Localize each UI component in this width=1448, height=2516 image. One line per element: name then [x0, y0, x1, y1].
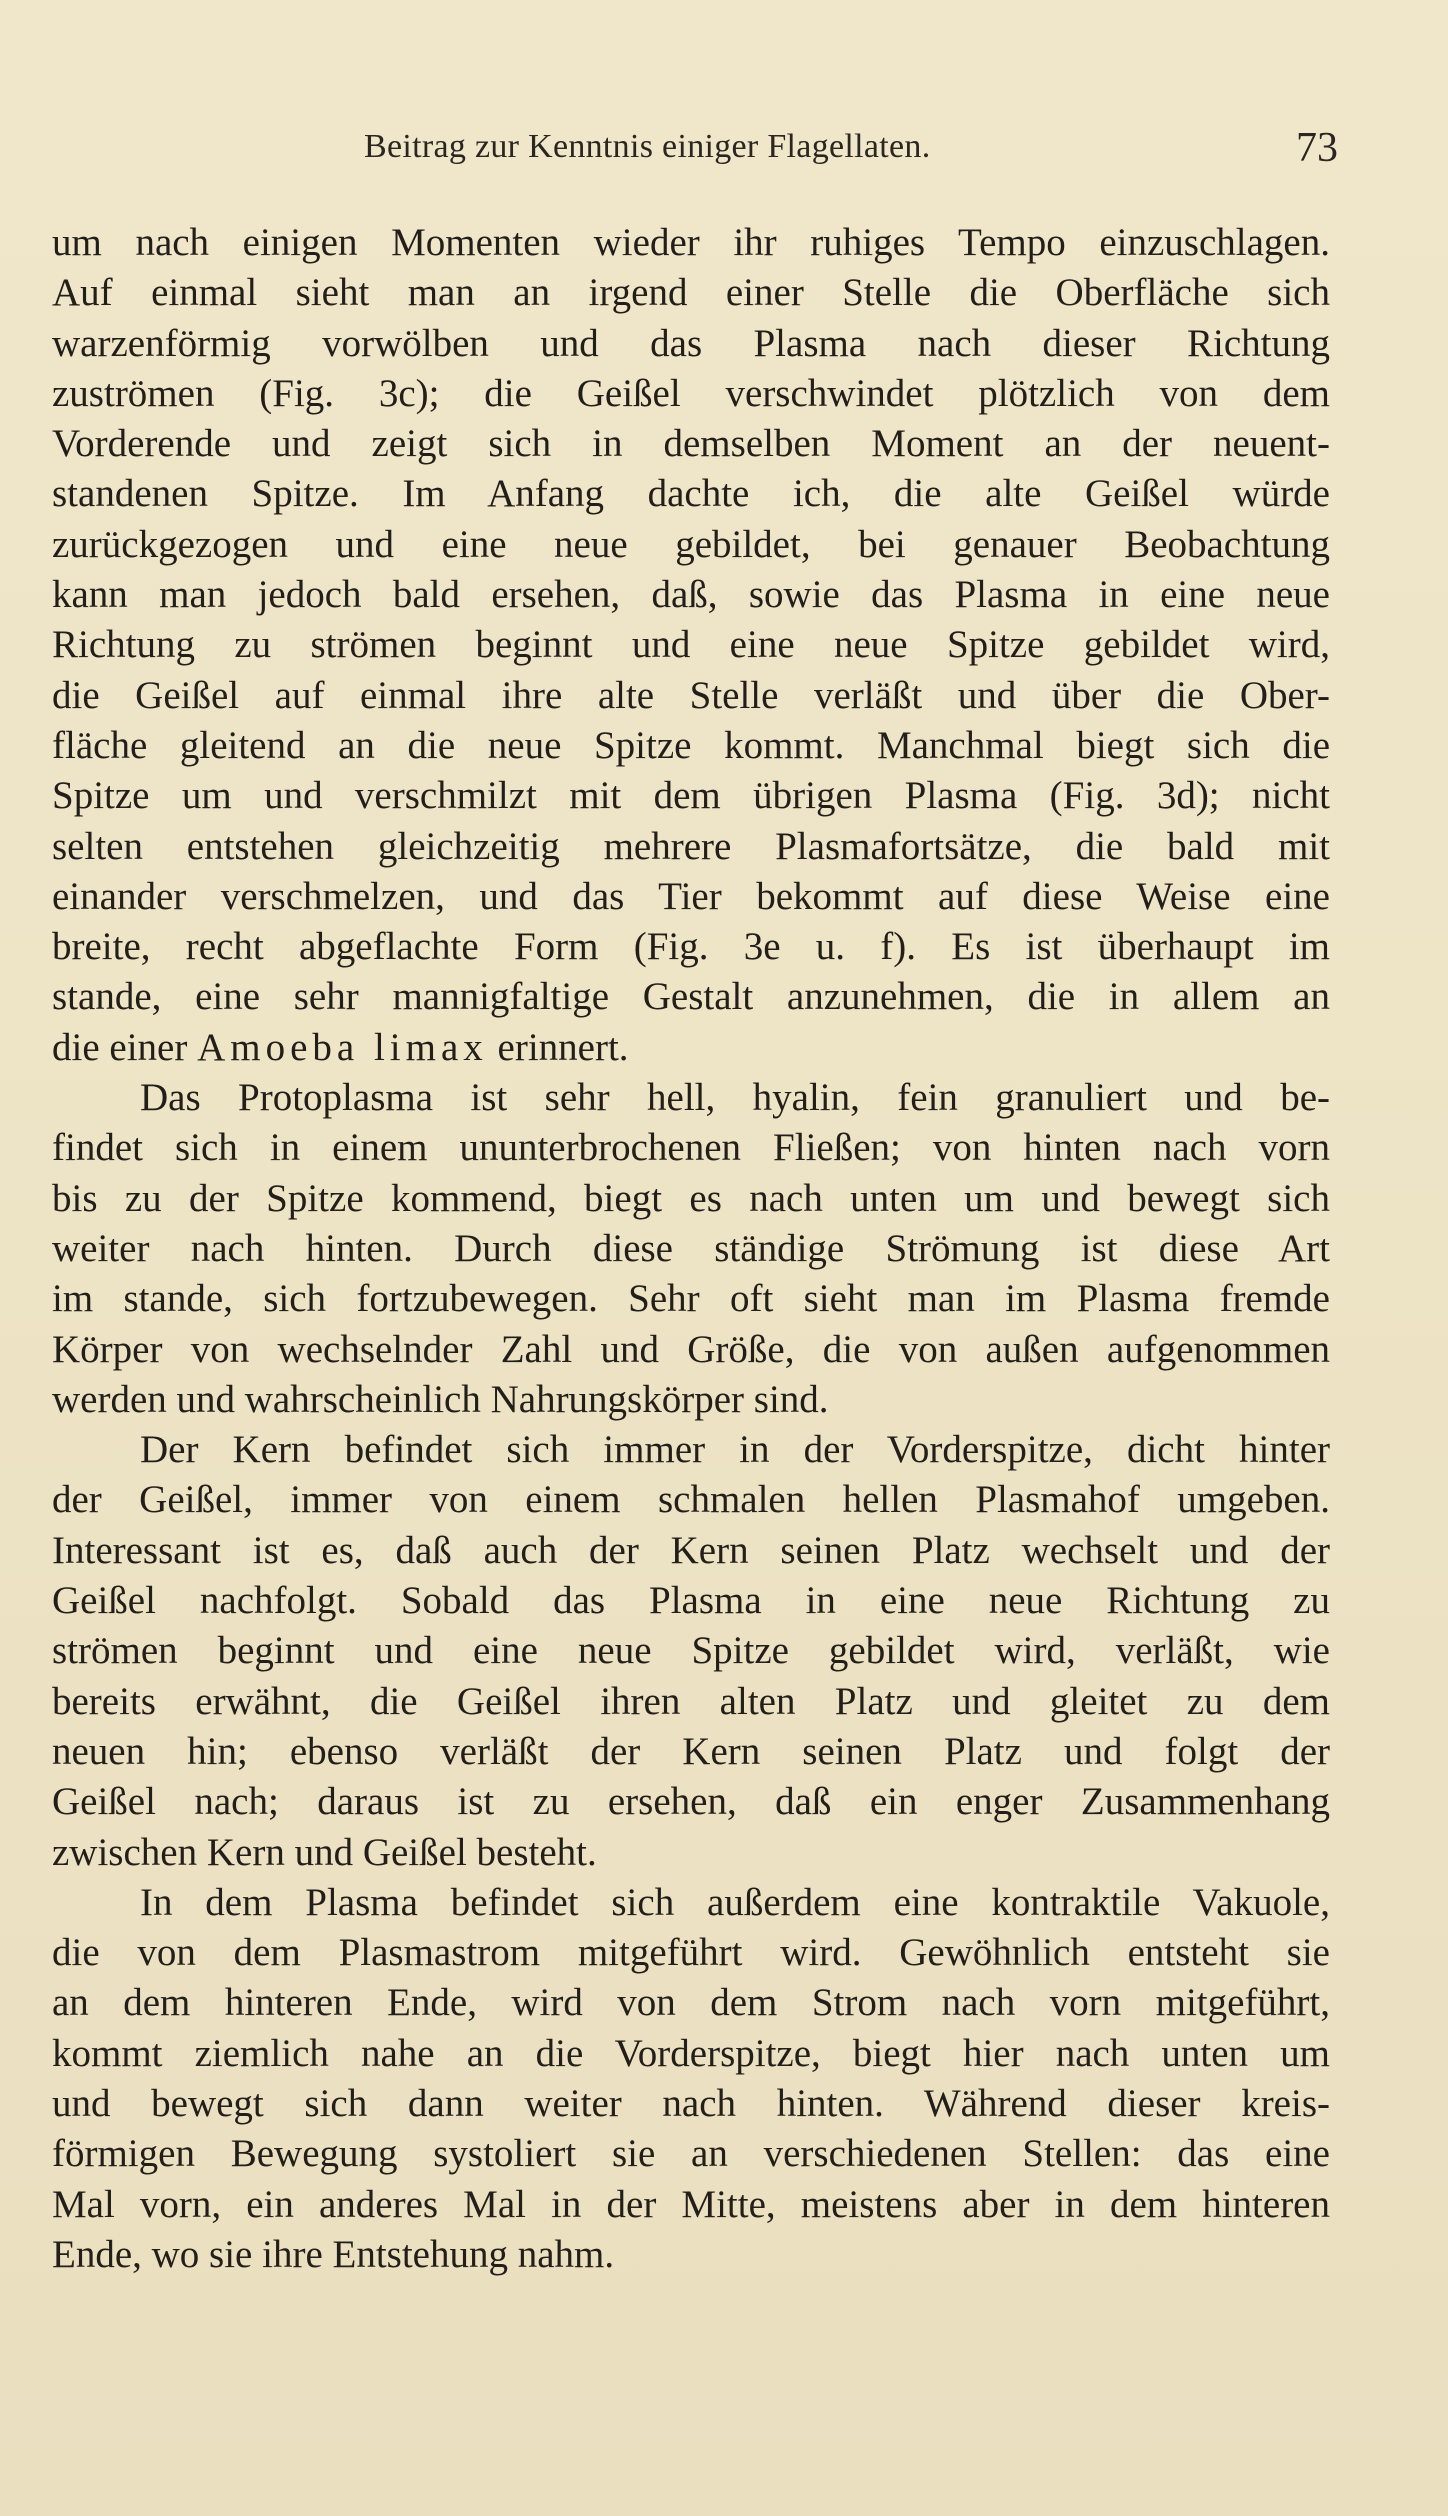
text-line: Vorderende und zeigt sich in demselben Moment an der neuent-	[52, 422, 1330, 466]
text-line: zuströmen (Fig. 3c); die Geißel verschwindet plötzlich von dem	[52, 371, 1330, 415]
text-line: Das Protoplasma ist sehr hell, hyalin, fein granuliert und be-	[140, 1076, 1330, 1120]
text-line: bis zu der Spitze kommend, biegt es nach unten um und bewegt sich	[52, 1176, 1330, 1220]
text-line	[52, 1023, 1330, 1073]
text-line: selten entstehen gleichzeitig mehrere Plasmafortsätze, die bald mit	[52, 824, 1330, 868]
text-line: kommt ziemlich nahe an die Vorderspitze, biegt hier nach unten um	[52, 2031, 1330, 2075]
text-line: Interessant ist es, daß auch der Kern seinen Platz wechselt und der	[52, 1528, 1330, 1572]
text-line: stande, eine sehr mannigfaltige Gestalt anzunehmen, die in allem an	[52, 975, 1330, 1019]
page-number: 73	[1296, 125, 1338, 171]
text-line: fläche gleitend an die neue Spitze kommt. Manchmal biegt sich die	[52, 723, 1330, 767]
text-line: Körper von wechselnder Zahl und Größe, die von außen aufgenommen	[52, 1327, 1330, 1371]
text-line: zurückgezogen und eine neue gebildet, bei genauer Beobachtung	[52, 522, 1330, 566]
text-line: die Geißel auf einmal ihre alte Stelle verläßt und über die Ober-	[52, 673, 1330, 717]
text-line: zwischen Kern und Geißel besteht.	[52, 1830, 597, 1874]
text-line: strömen beginnt und eine neue Spitze gebildet wird, verläßt, wie	[52, 1629, 1330, 1673]
text-line: Richtung zu strömen beginnt und eine neue Spitze gebildet wird,	[52, 623, 1330, 667]
species-name: Amoeba limax	[197, 1025, 488, 1069]
text-line: Mal vorn, ein anderes Mal in der Mitte, meistens aber in dem hinteren	[52, 2182, 1330, 2226]
body-text	[52, 218, 1330, 2280]
text-line: werden und wahrscheinlich Nahrungskörper sind.	[52, 1377, 829, 1421]
text-line: warzenförmig vorwölben und das Plasma nach dieser Richtung	[52, 321, 1330, 365]
text-fragment: erinnert.	[487, 1025, 629, 1069]
text-line: Geißel nachfolgt. Sobald das Plasma in eine neue Richtung zu	[52, 1579, 1330, 1623]
text-line: In dem Plasma befindet sich außerdem eine kontraktile Vakuole,	[140, 1880, 1330, 1924]
text-line: findet sich in einem ununterbrochenen Fließen; von hinten nach vorn	[52, 1126, 1330, 1170]
text-line: standenen Spitze. Im Anfang dachte ich, die alte Geißel würde	[52, 472, 1330, 516]
text-line: und bewegt sich dann weiter nach hinten. Während dieser kreis-	[52, 2081, 1330, 2125]
paragraph	[52, 1878, 1330, 2280]
text-line: Der Kern befindet sich immer in der Vorderspitze, dicht hinter	[140, 1428, 1330, 1472]
running-title: Beitrag zur Kenntnis einiger Flagellaten.	[364, 128, 931, 165]
text-line: kann man jedoch bald ersehen, daß, sowie das Plasma in eine neue	[52, 573, 1330, 617]
text-line: Auf einmal sieht man an irgend einer Stelle die Oberfläche sich	[52, 271, 1330, 315]
text-line: die von dem Plasmastrom mitgeführt wird. Gewöhnlich entsteht sie	[52, 1931, 1330, 1975]
text-line: Spitze um und verschmilzt mit dem übrigen Plasma (Fig. 3d); nicht	[52, 774, 1330, 818]
text-line: breite, recht abgeflachte Form (Fig. 3e u. f). Es ist überhaupt im	[52, 925, 1330, 969]
text-line: um nach einigen Momenten wieder ihr ruhiges Tempo einzuschlagen.	[52, 221, 1330, 264]
text-line: einander verschmelzen, und das Tier bekommt auf diese Weise eine	[52, 874, 1330, 918]
text-fragment: die einer	[52, 1025, 198, 1069]
text-line: der Geißel, immer von einem schmalen hellen Plasmahof umgeben.	[52, 1478, 1330, 1522]
text-line: im stande, sich fortzubewegen. Sehr oft sieht man im Plasma fremde	[52, 1277, 1330, 1321]
text-line: neuen hin; ebenso verläßt der Kern seinen Platz und folgt der	[52, 1729, 1330, 1773]
text-line: an dem hinteren Ende, wird von dem Strom nach vorn mitgeführt,	[52, 1981, 1330, 2025]
text-line: weiter nach hinten. Durch diese ständige Strömung ist diese Art	[52, 1226, 1330, 1270]
text-line: bereits erwähnt, die Geißel ihren alten Platz und gleitet zu dem	[52, 1679, 1330, 1723]
text-line: Geißel nach; daraus ist zu ersehen, daß ein enger Zusammenhang	[52, 1780, 1330, 1824]
paragraph	[52, 1425, 1330, 1878]
text-line: förmigen Bewegung systoliert sie an verschiedenen Stellen: das eine	[52, 2132, 1330, 2176]
paragraph	[52, 218, 1330, 1073]
text-line: Ende, wo sie ihre Entstehung nahm.	[52, 2232, 615, 2276]
running-header	[52, 125, 1352, 188]
paragraph	[52, 1073, 1330, 1425]
